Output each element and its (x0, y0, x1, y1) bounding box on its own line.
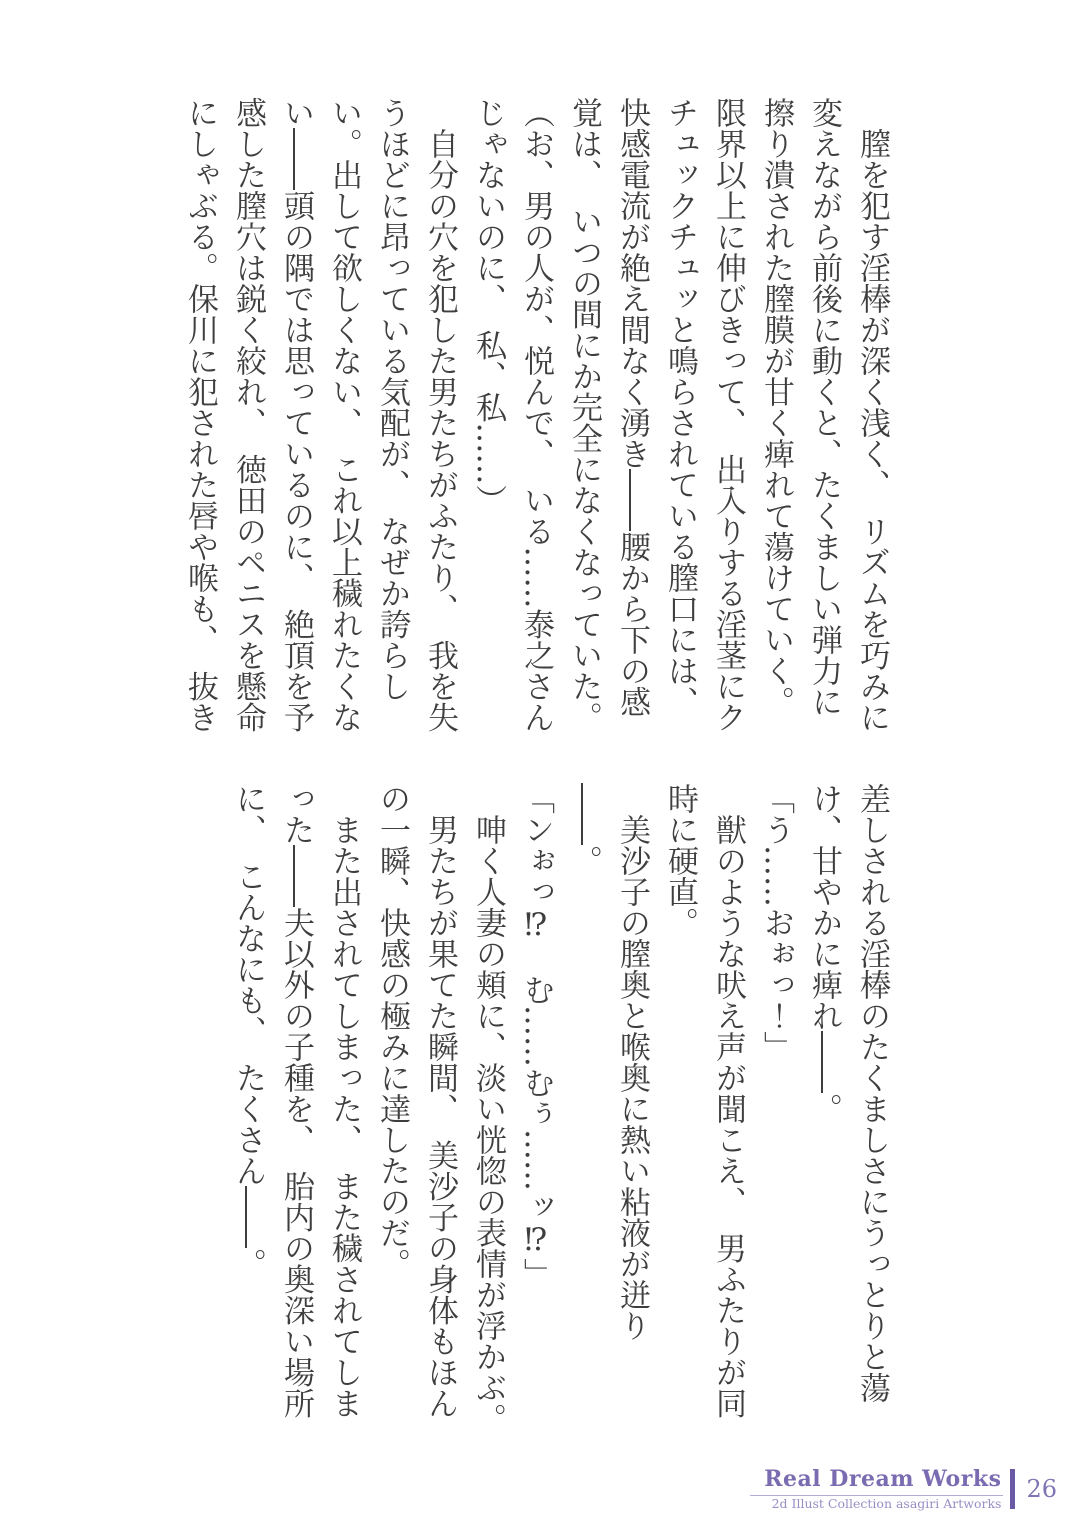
text-line: った――夫以外の子種を、 胎内の奥深い場所 (278, 783, 314, 1419)
text-line: 快感電流が絶え間なく湧き――腰から下の感 (614, 97, 650, 717)
text-line: にしゃぶる。保川に犯された唇や喉も、 抜き (182, 97, 218, 733)
text-line: 感した膣穴は鋭く絞れ、 徳田のペニスを懸命 (230, 97, 266, 733)
text-line: 時に硬直。 (662, 783, 698, 938)
text-line: 男たちが果てた瞬間、 美沙子の身体もほん (422, 783, 458, 1419)
brand-box (750, 1468, 1003, 1510)
text-line: い。出して欲しくない、 これ以上穢れたくな (326, 97, 362, 733)
text-line: の一瞬、快感の極みに達したのだ。 (374, 783, 410, 1279)
text-line: （お、男の人が、悦んで、 いる……泰之さん (518, 97, 554, 733)
text-line: 美沙子の膣奥と喉奥に熱い粘液が迸り (614, 783, 650, 1341)
text-line: に、 こんなにも、 たくさん――。 (230, 783, 266, 1279)
text-line: 擦り潰された膣膜が甘く痺れて蕩けていく。 (758, 97, 794, 717)
text-line: うほどに昂っている気配が、 なぜか誇らし (374, 97, 410, 702)
text-line: じゃないのに、 私、私……） (470, 97, 506, 516)
text-line: 膣を犯す淫棒が深く浅く、 リズムを巧みに (854, 97, 890, 733)
text-line: 覚は、 いつの間にか完全になくなっていた。 (566, 97, 602, 733)
text-line: い――頭の隅では思っているのに、 絶頂を予 (278, 97, 314, 733)
text-line: 獣のような吠え声が聞こえ、 男ふたりが同 (710, 783, 746, 1419)
text-line: ――。 (566, 783, 602, 876)
page-number: 26 (1026, 1475, 1057, 1504)
brand-title: Real Dream Works (750, 1468, 1003, 1495)
text-line: 自分の穴を犯した男たちがふたり、 我を失 (422, 97, 458, 733)
page-footer (750, 1468, 1057, 1510)
text-line: 呻く人妻の頬に、淡い恍惚の表情が浮かぶ。 (470, 783, 506, 1434)
text-block-bottom (224, 783, 896, 1463)
text-line: 「ンぉっ⁉ む……むぅ……ッ⁉」 (518, 783, 554, 1289)
text-line: け、甘やかに痺れ――。 (806, 783, 842, 1124)
text-line: チュックチュッと鳴らされている膣口には、 (662, 97, 698, 717)
text-line: 変えながら前後に動くと、たくましい弾力に (806, 97, 842, 717)
text-line: 差しされる淫棒のたくましさにうっとりと蕩 (854, 783, 890, 1403)
text-line: 限界以上に伸びきって、 出入りする淫茎にク (710, 97, 746, 733)
text-line: 「う……おぉっ！」 (758, 783, 794, 1062)
text-line: また出されてしまった、 また穢されてしま (326, 783, 362, 1419)
footer-divider (1010, 1469, 1015, 1509)
text-block-top (176, 97, 896, 787)
brand-subtitle: 2d Illust Collection asagiri Artworks (771, 1495, 1002, 1511)
